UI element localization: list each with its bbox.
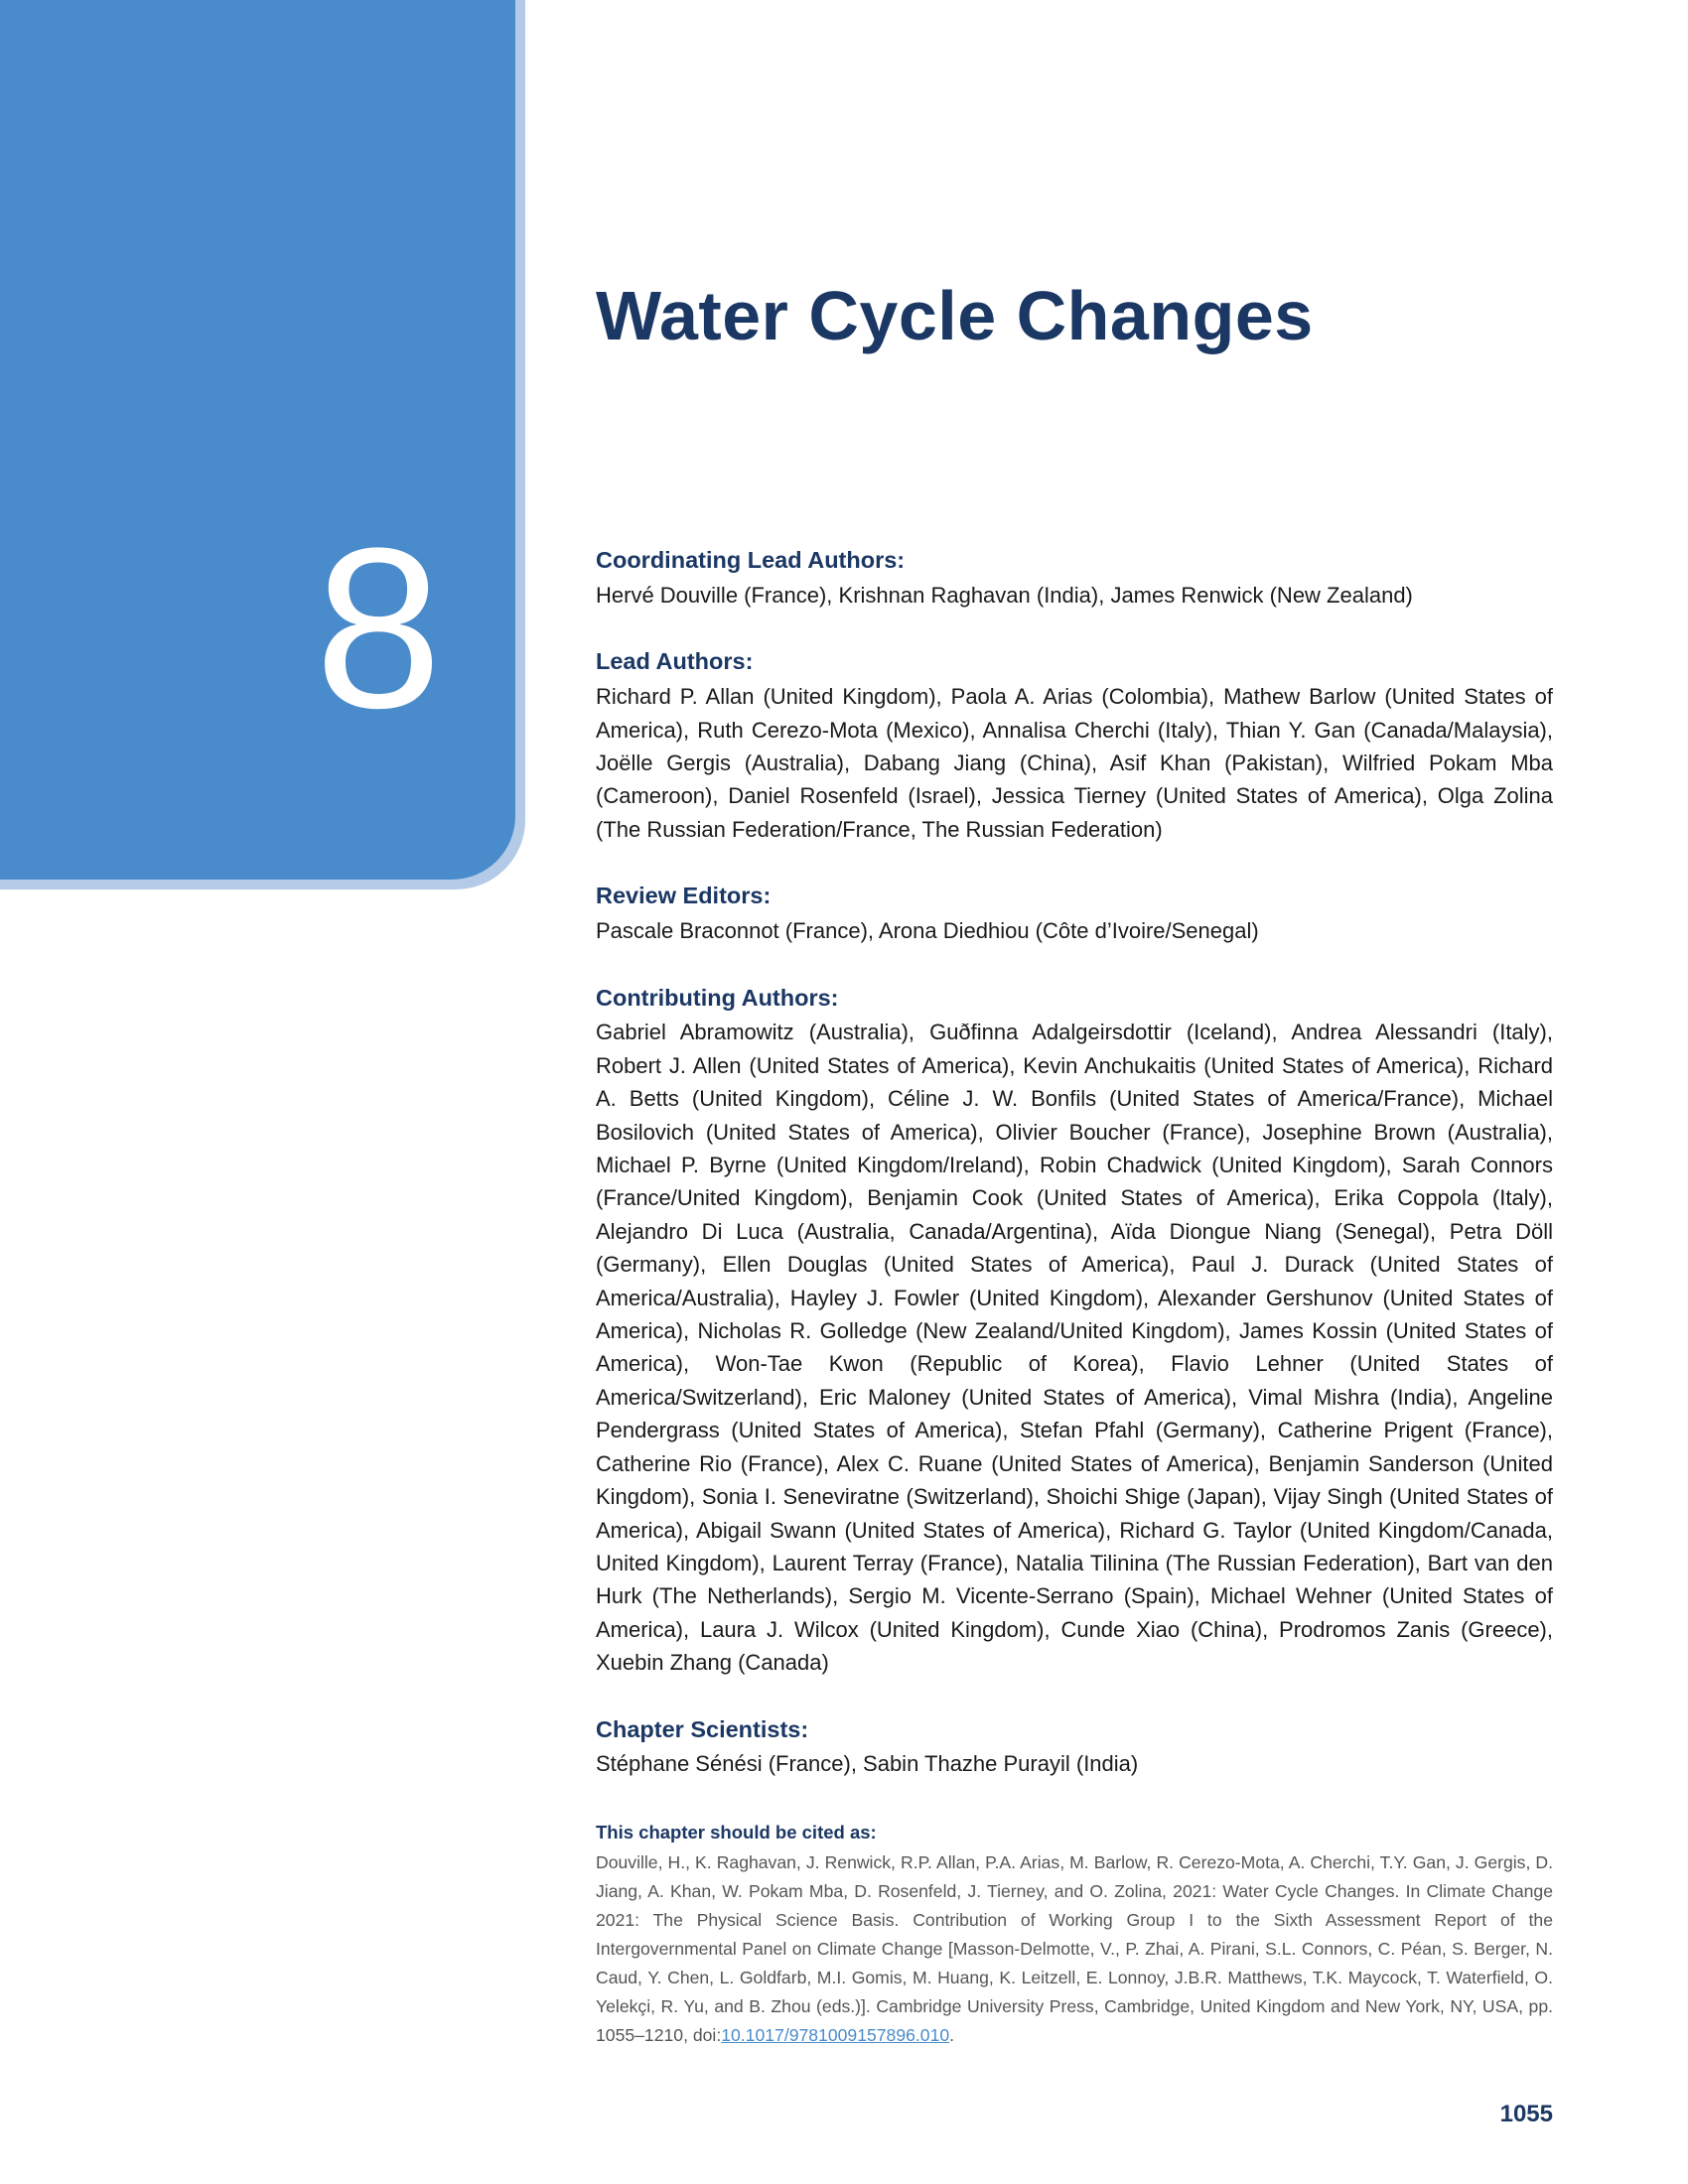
page-number: 1055 — [1499, 2101, 1553, 2127]
chapter-scientists-list: Stéphane Sénési (France), Sabin Thazhe Purayil (India) — [596, 1751, 1139, 1777]
lead-authors-heading: Lead Authors: — [596, 648, 754, 675]
author-list — [596, 544, 1553, 1815]
contributing-authors-list: Gabriel Abramowitz (Australia), Guðfinna Adalgeirsdottir (Iceland), Andrea Alessandri (Italy), Robert J. Allen (United States of America), Kevin Anchukaitis (United States of America), Richard A. Betts (United Kingdom), Céline J. W. Bonfils (United States of America/France), Michael Bosilovich (United States of America), Olivier Boucher (France), Josephine Brown (Australia), Michael P. Byrne (United Kingdom/Ireland), Robin Chadwick (United Kingdom), Sarah Connors (France/United Kingdom), Benjamin Cook (United States of America), Erika Coppola (Italy), Alejandro Di Luca (Australia, Canada/Argentina), Aïda Diongue Niang (Senegal), Petra Döll (Germany), Ellen Douglas (United States of America), Paul J. Durack (United States of America/Australia), Hayley J. Fowler (United Kingdom), Alexander Gershunov (United States of America), Nicholas R. Golledge (New Zealand/United Kingdom), James Kossin (United States of America), Won-Tae Kwon (Republic of Korea), Flavio Lehner (United States of America/Switzerland), Eric Maloney (United States of America), Vimal Mishra (India), Angeline Pendergrass (United States of America), Stefan Pfahl (Germany), Catherine Prigent (France), Catherine Rio (France), Alex C. Ruane (United States of America), Benjamin Sanderson (United Kingdom), Sonia I. Seneviratne (Switzerland), Shoichi Shige (Japan), Vijay Singh (United States of America), Abigail Swann (United States of America), Richard G. Taylor (United Kingdom/Canada, United Kingdom), Laurent Terray (France), Natalia Tilinina (The Russian Federation), Bart van den Hurk (The Netherlands), Sergio M. Vicente-Serrano (Spain), Michael Wehner (United States of America), Laura J. Wilcox (United Kingdom), Cunde Xiao (China), Prodromos Zanis (Greece), Xuebin Zhang (Canada) — [596, 1020, 1553, 1676]
review-editors-list: Pascale Braconnot (France), Arona Diedhiou (Côte d’Ivoire/Senegal) — [596, 918, 1259, 944]
chapter-scientists-heading: Chapter Scientists: — [596, 1715, 809, 1742]
coordinating-lead-authors-section — [596, 544, 1553, 612]
doi-link[interactable]: 10.1017/9781009157896.010 — [721, 2025, 950, 2046]
citation-heading: This chapter should be cited as: — [596, 1822, 877, 1843]
coordinating-lead-authors-list: Hervé Douville (France), Krishnan Raghavan (India), James Renwick (New Zealand) — [596, 582, 1413, 608]
chapter-scientists-section — [596, 1713, 1553, 1781]
citation-text — [596, 1848, 1553, 2050]
citation-end: . — [949, 2025, 955, 2046]
review-editors-heading: Review Editors: — [596, 883, 772, 909]
chapter-number: 8 — [315, 500, 442, 755]
review-editors-section — [596, 880, 1553, 947]
citation-reference: Douville, H., K. Raghavan, J. Renwick, R.P. Allan, P.A. Arias, M. Barlow, R. Cerezo-Mota, A. Cherchi, T.Y. Gan, J. Gergis, D. Jiang, A. Khan, W. Pokam Mba, D. Rosenfeld, J. Tierney, and O. Zolina, 2021: Water Cycle Changes. In Climate Change 2021: The Physical Science Basis. Contribution of Working Group I to the Sixth Assessment Report of the Intergovernmental Panel on Climate Change [Masson-Delmotte, V., P. Zhai, A. Pirani, S.L. Connors, C. Péan, S. Berger, N. Caud, Y. Chen, L. Goldfarb, M.I. Gomis, M. Huang, K. Leitzell, E. Lonnoy, J.B.R. Matthews, T.K. Maycock, T. Waterfield, O. Yelekçi, R. Yu, and B. Zhou (eds.)]. Cambridge University Press, Cambridge, United Kingdom and New York, NY, USA, pp. 1055–1210, doi: — [596, 1852, 1553, 2046]
lead-authors-list: Richard P. Allan (United Kingdom), Paola A. Arias (Colombia), Mathew Barlow (United States of America), Ruth Cerezo-Mota (Mexico), Annalisa Cherchi (Italy), Thian Y. Gan (Canada/Malaysia), Joëlle Gergis (Australia), Dabang Jiang (China), Asif Khan (Pakistan), Wilfried Pokam Mba (Cameroon), Daniel Rosenfeld (Israel), Jessica Tierney (United States of America), Olga Zolina (The Russian Federation/France, The Russian Federation) — [596, 684, 1553, 842]
contributing-authors-section — [596, 982, 1553, 1680]
contributing-authors-heading: Contributing Authors: — [596, 984, 839, 1011]
lead-authors-section — [596, 645, 1553, 846]
coordinating-lead-authors-heading: Coordinating Lead Authors: — [596, 547, 906, 573]
citation-block — [596, 1821, 1553, 2050]
chapter-tab — [0, 0, 515, 880]
chapter-title: Water Cycle Changes — [596, 277, 1314, 354]
